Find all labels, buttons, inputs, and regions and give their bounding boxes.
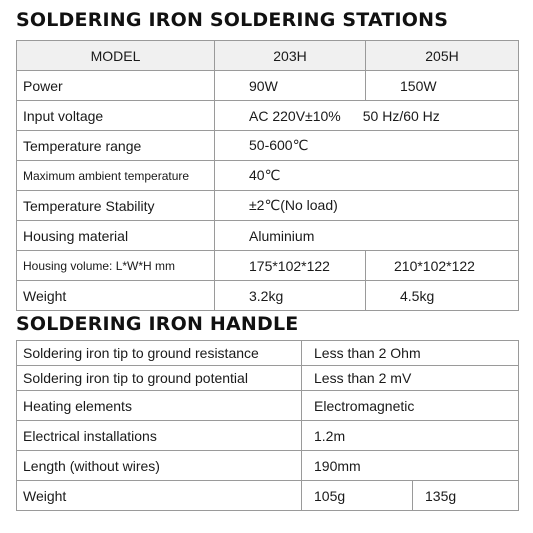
input-voltage-frequency: 50 Hz/60 Hz bbox=[362, 107, 440, 124]
table-row bbox=[17, 391, 519, 421]
temperature-range-label: Temperature range bbox=[17, 131, 215, 161]
table-row bbox=[17, 481, 519, 511]
weight-205h: 4.5kg bbox=[366, 281, 519, 311]
tip-resistance-label: Soldering iron tip to ground resistance bbox=[17, 341, 302, 366]
heating-elements-label: Heating elements bbox=[17, 391, 302, 421]
stations-title: SOLDERING IRON SOLDERING STATIONS bbox=[16, 9, 449, 31]
weight-label: Weight bbox=[17, 281, 215, 311]
heating-elements-value: Electromagnetic bbox=[302, 391, 519, 421]
tip-resistance-value: Less than 2 Ohm bbox=[302, 341, 519, 366]
table-row bbox=[17, 101, 519, 131]
temperature-stability-label: Temperature Stability bbox=[17, 191, 215, 221]
table-row bbox=[17, 421, 519, 451]
table-row bbox=[17, 131, 519, 161]
model-203h-header: 203H bbox=[215, 41, 366, 71]
table-row bbox=[17, 281, 519, 311]
model-header-label: MODEL bbox=[17, 41, 215, 71]
input-voltage-value bbox=[215, 101, 519, 131]
temperature-stability-value: ±2℃(No load) bbox=[215, 191, 519, 221]
tip-potential-value: Less than 2 mV bbox=[302, 366, 519, 391]
handle-title: SOLDERING IRON HANDLE bbox=[16, 313, 299, 335]
table-row bbox=[17, 41, 519, 71]
table-row bbox=[17, 366, 519, 391]
handle-weight-205h: 135g bbox=[413, 481, 519, 511]
input-voltage-voltage: AC 220V±10% bbox=[249, 107, 341, 124]
table-row bbox=[17, 161, 519, 191]
table-row bbox=[17, 221, 519, 251]
table-row bbox=[17, 191, 519, 221]
handle-spec-table bbox=[16, 340, 519, 511]
housing-material-value: Aluminium bbox=[215, 221, 519, 251]
handle-weight-203h: 105g bbox=[302, 481, 413, 511]
power-203h: 90W bbox=[215, 71, 366, 101]
table-row bbox=[17, 451, 519, 481]
power-205h: 150W bbox=[366, 71, 519, 101]
electrical-installations-label: Electrical installations bbox=[17, 421, 302, 451]
electrical-installations-value: 1.2m bbox=[302, 421, 519, 451]
housing-volume-205h: 210*102*122 bbox=[366, 251, 519, 281]
ambient-temperature-value: 40℃ bbox=[215, 161, 519, 191]
input-voltage-label: Input voltage bbox=[17, 101, 215, 131]
temperature-range-value: 50-600℃ bbox=[215, 131, 519, 161]
housing-volume-203h: 175*102*122 bbox=[215, 251, 366, 281]
tip-potential-label: Soldering iron tip to ground potential bbox=[17, 366, 302, 391]
model-205h-header: 205H bbox=[366, 41, 519, 71]
table-row bbox=[17, 251, 519, 281]
power-label: Power bbox=[17, 71, 215, 101]
handle-weight-label: Weight bbox=[17, 481, 302, 511]
table-row bbox=[17, 341, 519, 366]
stations-spec-table bbox=[16, 40, 519, 311]
housing-material-label: Housing material bbox=[17, 221, 215, 251]
length-value: 190mm bbox=[302, 451, 519, 481]
weight-203h: 3.2kg bbox=[215, 281, 366, 311]
ambient-temperature-label: Maximum ambient temperature bbox=[17, 161, 215, 191]
table-row bbox=[17, 71, 519, 101]
housing-volume-label: Housing volume: L*W*H mm bbox=[17, 251, 215, 281]
length-label: Length (without wires) bbox=[17, 451, 302, 481]
